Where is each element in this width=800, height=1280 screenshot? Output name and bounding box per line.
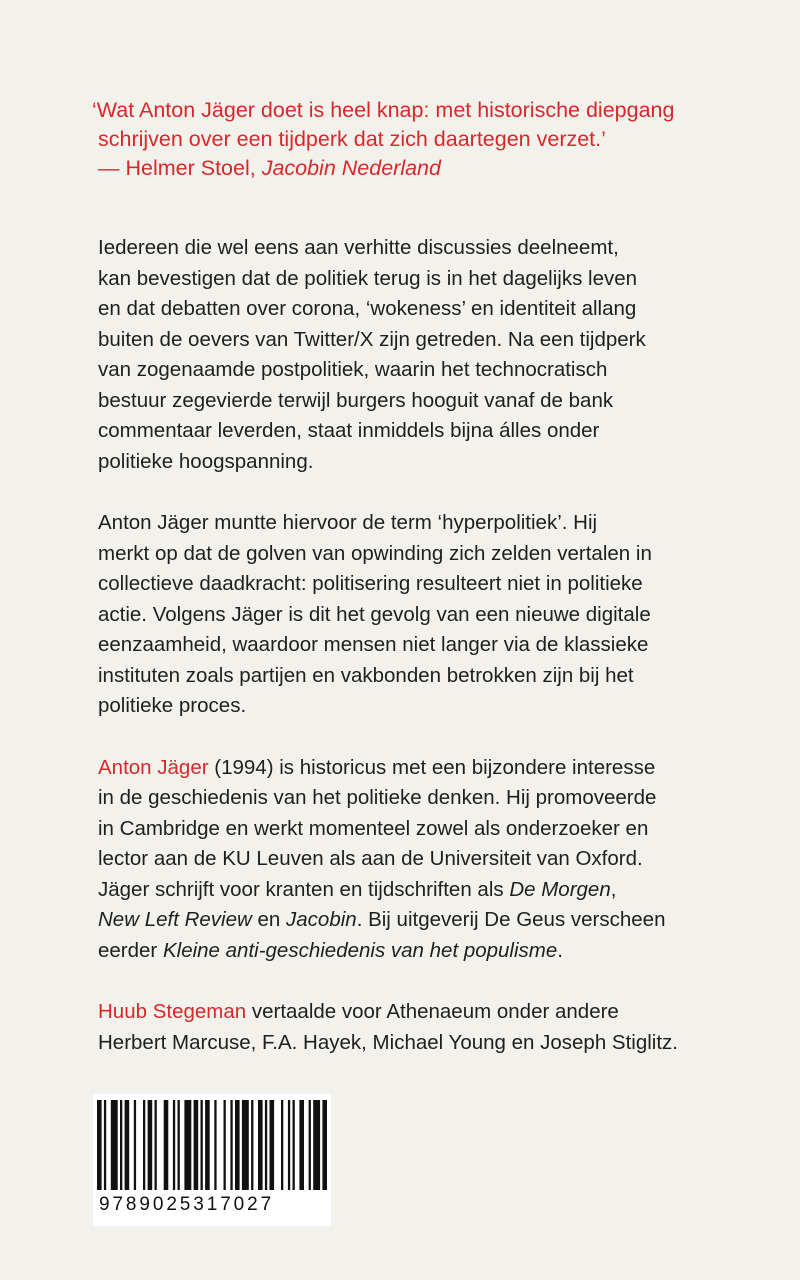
blurb-text xyxy=(98,233,738,1089)
author-name: Anton Jäger xyxy=(98,755,209,779)
barcode-bar xyxy=(224,1100,226,1190)
translator-name: Huub Stegeman xyxy=(98,1000,247,1023)
translator-bio xyxy=(98,997,738,1058)
author-bio-separator: , xyxy=(610,877,617,901)
barcode-bar xyxy=(242,1100,249,1190)
barcode-bar xyxy=(184,1100,191,1190)
barcode-bar xyxy=(235,1100,240,1190)
publication-jacobin: Jacobin xyxy=(286,908,357,931)
attribution-name: — Helmer Stoel, xyxy=(98,156,262,180)
quote-attribution xyxy=(92,154,732,183)
barcode-bar xyxy=(173,1100,175,1190)
barcode-bar xyxy=(281,1100,283,1190)
barcode-bar xyxy=(148,1100,153,1190)
barcode-bar xyxy=(288,1100,290,1190)
barcode-bar xyxy=(120,1100,122,1190)
barcode-bar xyxy=(293,1100,295,1190)
barcode-bar xyxy=(214,1100,216,1190)
barcode-bar xyxy=(299,1100,304,1190)
barcode-bar xyxy=(143,1100,145,1190)
barcode-bars xyxy=(93,1094,331,1194)
barcode-bar xyxy=(134,1100,136,1190)
author-bio xyxy=(98,753,738,967)
barcode-bar xyxy=(111,1100,118,1190)
endorsement-quote xyxy=(92,96,732,183)
author-bio-separator: en xyxy=(251,908,287,931)
isbn-digits: 9789025317027 xyxy=(99,1194,275,1215)
barcode-bar xyxy=(164,1100,169,1190)
author-bio-text: (1994) is historicus met een bijzondere interesse in de geschiedenis van het politieke denken. Hij promoveerde in Cambridge en werkt momenteel zowel als onderzoeker en lector aan de KU Leuven als aan de Universiteit van Oxford. Jäger schrijft voor kranten en tijdschriften als xyxy=(98,755,657,901)
quote-line-2: schrijven over een tijdperk dat zich daartegen verzet.’ xyxy=(98,127,606,151)
blurb-paragraph-2: Anton Jäger muntte hiervoor de term ‘hyperpolitiek’. Hij merkt op dat de golven van opwinding zich zelden vertalen in collectieve daadkracht: politisering resulteert niet in politieke actie. Volgens Jäger is dit het gevolg van een nieuwe digitale eenzaamheid, waardoor mensen niet langer via de klassieke instituten zoals partijen en vakbonden betrokken zijn bij het politieke proces. xyxy=(98,511,652,717)
barcode-bar xyxy=(155,1100,157,1190)
attribution-source: Jacobin Nederland xyxy=(261,156,441,180)
barcode-bar xyxy=(270,1100,275,1190)
quote-line-1: ‘Wat Anton Jäger doet is heel knap: met historische diepgang xyxy=(92,98,675,122)
previous-book-title: Kleine anti-geschiedenis van het populisme xyxy=(162,938,558,962)
blurb-paragraph-1: Iedereen die wel eens aan verhitte discussies deelneemt, kan bevestigen dat de politiek terug is in het dagelijks leven en dat debatten over corona, ‘wokeness’ en identiteit allang buiten de oevers van Twitter/X zijn getreden. Na een tijdperk van zogenaamde postpolitiek, waarin het technocratisch bestuur zegevierde terwijl burgers hooguit vanaf de bank commentaar leverden, staat inmiddels bijna álles onder politieke hoogspanning. xyxy=(98,236,646,473)
barcode-bar xyxy=(201,1100,203,1190)
author-bio-text: . Bij uitgeverij De Geus verscheen eerder xyxy=(98,908,666,962)
barcode-bar xyxy=(230,1100,232,1190)
barcode-bar xyxy=(251,1100,253,1190)
barcode-bar xyxy=(178,1100,180,1190)
barcode-bar xyxy=(309,1100,311,1190)
publication-new-left-review: New Left Review xyxy=(98,908,252,931)
barcode-bar xyxy=(322,1100,327,1190)
barcode-bar xyxy=(97,1100,102,1190)
author-bio-end: . xyxy=(557,938,563,962)
isbn-barcode xyxy=(93,1094,331,1226)
barcode-bar xyxy=(125,1100,130,1190)
barcode-bar xyxy=(205,1100,210,1190)
barcode-bar xyxy=(265,1100,267,1190)
publication-de-morgen: De Morgen xyxy=(509,877,611,901)
barcode-bar xyxy=(104,1100,106,1190)
barcode-bar xyxy=(194,1100,199,1190)
translator-bio-text: vertaalde voor Athenaeum onder andere Herbert Marcuse, F.A. Hayek, Michael Young en Joseph Stiglitz. xyxy=(98,1000,678,1054)
barcode-bar xyxy=(313,1100,320,1190)
barcode-bar xyxy=(258,1100,263,1190)
